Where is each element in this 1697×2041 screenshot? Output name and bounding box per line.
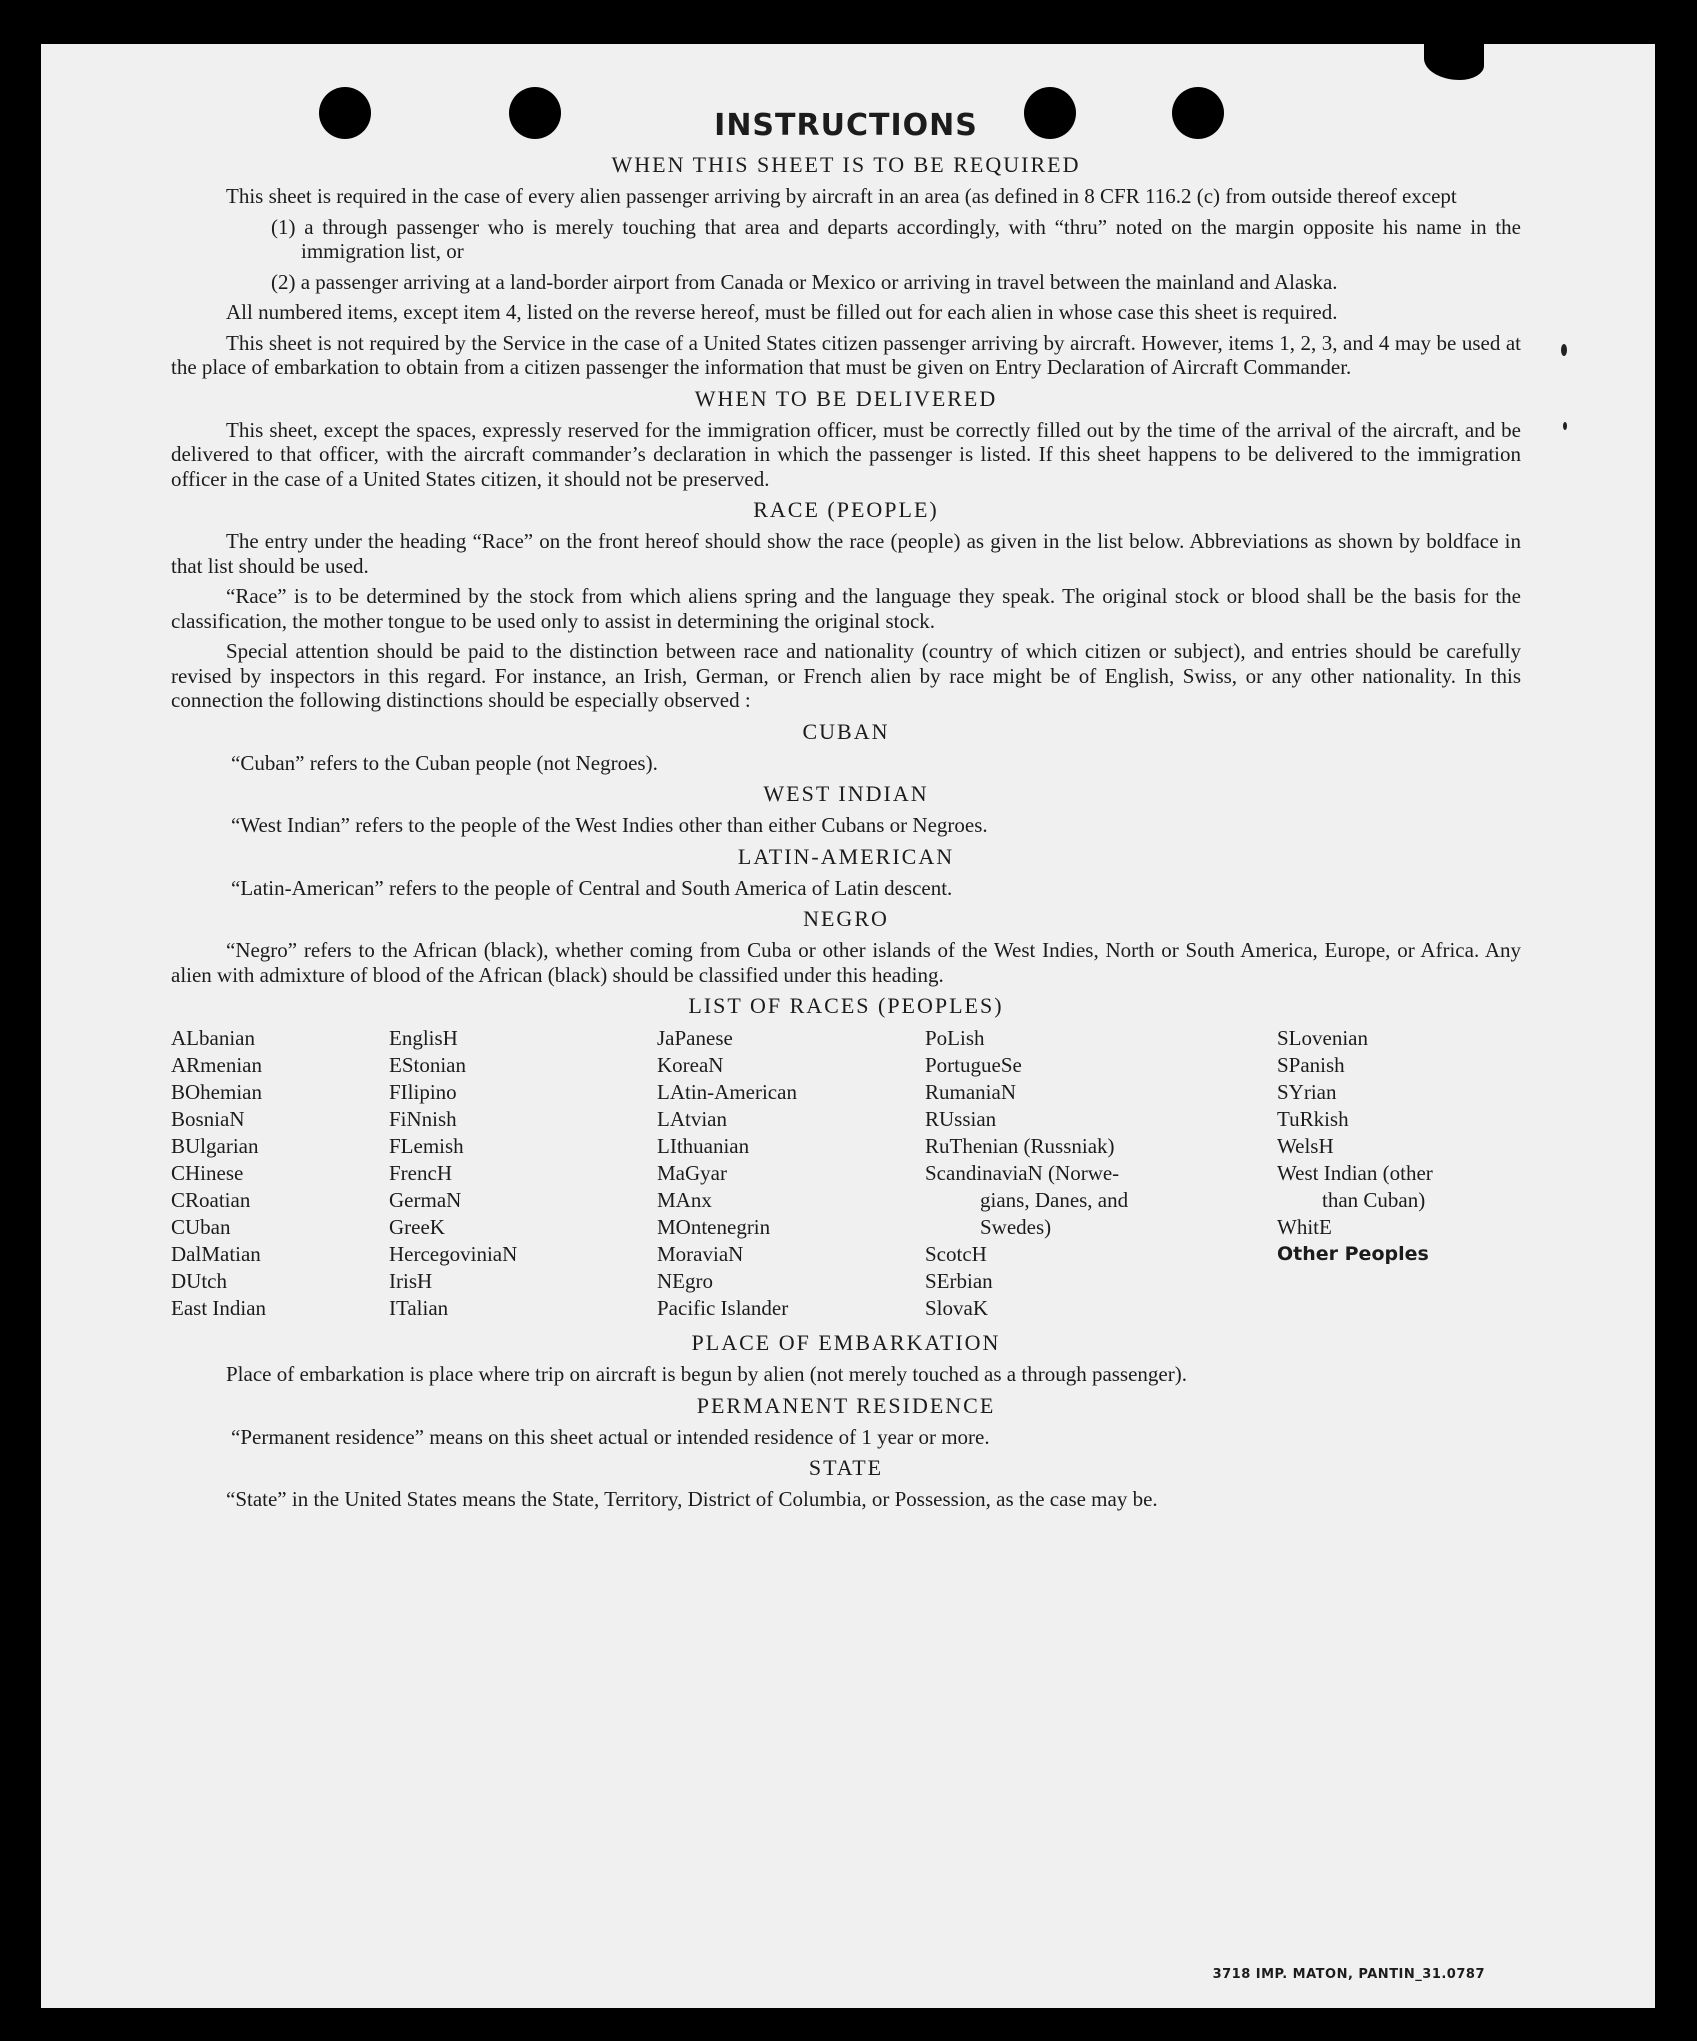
race-item: ScandinaviaN (Norwe- bbox=[925, 1161, 1120, 1185]
race-item: ALbanian bbox=[171, 1026, 255, 1050]
race-item: FIlipino bbox=[389, 1080, 457, 1104]
torn-corner bbox=[1424, 44, 1484, 80]
instructions-content bbox=[171, 106, 1521, 1518]
section-heading: PERMANENT RESIDENCE bbox=[696, 1392, 996, 1418]
race-item: SYrian bbox=[1277, 1080, 1337, 1104]
race-item: BOhemian bbox=[171, 1080, 262, 1104]
section-heading: LATIN-AMERICAN bbox=[737, 843, 955, 869]
race-column bbox=[925, 1025, 1277, 1322]
paragraph: Special attention should be paid to the distinction between race and nationality (country of which citizen or subject), and entries should be carefully revised by inspectors in this regard. For instance, an Irish, German, or French alien by race might be of English, Swiss, or any other nationality. In this connection the following distinctions should be especially observed : bbox=[171, 639, 1521, 712]
race-item: CHinese bbox=[171, 1161, 244, 1185]
race-item: TuRkish bbox=[1277, 1107, 1349, 1131]
race-item: EnglisH bbox=[389, 1026, 458, 1050]
race-item: GreeK bbox=[389, 1215, 445, 1239]
paragraph: “Latin-American” refers to the people of Central and South America of Latin descent. bbox=[231, 875, 953, 900]
race-item: HercegoviniaN bbox=[389, 1242, 518, 1266]
section-heading: PLACE OF EMBARKATION bbox=[691, 1330, 1001, 1355]
race-column bbox=[657, 1025, 925, 1322]
paragraph: “Permanent residence” means on this sheet actual or intended residence of 1 year or more. bbox=[231, 1424, 990, 1449]
race-item: LIthuanian bbox=[657, 1134, 750, 1158]
race-item: WelsH bbox=[1277, 1134, 1334, 1158]
race-item: IrisH bbox=[389, 1269, 433, 1293]
race-column bbox=[1277, 1025, 1521, 1322]
race-column bbox=[171, 1025, 389, 1322]
race-item: Swedes) bbox=[980, 1215, 1052, 1239]
race-item: gians, Danes, and bbox=[980, 1188, 1129, 1212]
race-item: FiNnish bbox=[389, 1107, 457, 1131]
race-item: Other Peoples bbox=[1277, 1243, 1429, 1265]
paragraph: “West Indian” refers to the people of the West Indies other than either Cubans or Negroes. bbox=[231, 813, 988, 837]
paragraph: “Cuban” refers to the Cuban people (not Negroes). bbox=[231, 750, 658, 775]
race-item: LAtvian bbox=[657, 1107, 727, 1131]
paragraph: All numbered items, except item 4, listed on the reverse hereof, must be filled out for each alien in whose case this sheet is required. bbox=[226, 300, 1338, 324]
race-item: FLemish bbox=[389, 1134, 464, 1158]
race-item: DalMatian bbox=[171, 1242, 261, 1266]
race-item: RumaniaN bbox=[925, 1080, 1016, 1104]
race-item: CRoatian bbox=[171, 1188, 251, 1212]
section-heading: LIST OF RACES (PEOPLES) bbox=[688, 993, 1004, 1018]
race-list bbox=[171, 1025, 1521, 1322]
race-item: SPanish bbox=[1277, 1053, 1345, 1077]
race-item: MAnx bbox=[657, 1188, 712, 1212]
section-heading: WHEN THIS SHEET IS TO BE REQUIRED bbox=[611, 152, 1081, 177]
race-item: ITalian bbox=[389, 1296, 449, 1320]
paragraph: “Negro” refers to the African (black), whether coming from Cuba or other islands of the West Indies, North or South America, Europe, or Africa. Any alien with admixture of blood of the African (black) should be classified under this heading. bbox=[171, 938, 1521, 987]
page-title: INSTRUCTIONS bbox=[714, 108, 978, 143]
race-item: PortugueSe bbox=[925, 1053, 1022, 1077]
section-heading: NEGRO bbox=[803, 906, 889, 931]
paragraph: This sheet, except the spaces, expressly reserved for the immigration officer, must be correctly filled out by the time of the arrival of the aircraft, and be delivered to that officer, with the aircraft commander’s declaration in which the passenger is listed. If this sheet happens to be delivered to the immigration officer in the case of a United States citizen, it should not be preserved. bbox=[171, 417, 1521, 491]
race-item: than Cuban) bbox=[1322, 1188, 1426, 1212]
paragraph: Place of embarkation is place where trip on aircraft is begun by alien (not merely touched as a through passenger). bbox=[226, 1362, 1187, 1386]
race-item: West Indian (other bbox=[1277, 1161, 1433, 1185]
race-item: MoraviaN bbox=[657, 1242, 744, 1266]
paragraph: “State” in the United States means the State, Territory, District of Columbia, or Possession, as the case may be. bbox=[226, 1487, 1158, 1511]
race-item: East Indian bbox=[171, 1296, 267, 1320]
paragraph: This sheet is not required by the Service in the case of a United States citizen passenger arriving by aircraft. However, items 1, 2, 3, and 4 may be used at the place of embarkation to obtain from a citizen passenger the information that must be given on Entry Declaration of Aircraft Commander. bbox=[171, 330, 1521, 379]
race-item: Pacific Islander bbox=[657, 1296, 789, 1320]
race-item: GermaN bbox=[389, 1188, 462, 1212]
race-item: SlovaK bbox=[925, 1296, 988, 1320]
race-item: MOntenegrin bbox=[657, 1215, 771, 1239]
race-item: LAtin-American bbox=[657, 1080, 797, 1104]
race-item: RUssian bbox=[925, 1107, 997, 1131]
paragraph: The entry under the heading “Race” on the front hereof should show the race (people) as given in the list below. Abbreviations as shown by boldface in that list should be used. bbox=[171, 529, 1521, 578]
race-item: EStonian bbox=[389, 1053, 466, 1077]
race-item: ScotcH bbox=[925, 1242, 987, 1266]
race-item: KoreaN bbox=[657, 1053, 724, 1077]
race-item: JaPanese bbox=[657, 1026, 733, 1050]
race-item: FrencH bbox=[389, 1161, 452, 1185]
section-heading: CUBAN bbox=[802, 718, 890, 744]
race-item: SLovenian bbox=[1277, 1026, 1368, 1050]
speck bbox=[1561, 344, 1567, 356]
section-heading: WEST INDIAN bbox=[763, 781, 929, 806]
section-heading: RACE (PEOPLE) bbox=[753, 497, 939, 522]
race-item: RuThenian (Russniak) bbox=[925, 1134, 1115, 1158]
race-item: BosniaN bbox=[171, 1107, 245, 1131]
race-item: SErbian bbox=[925, 1269, 993, 1293]
race-item: BUlgarian bbox=[171, 1134, 259, 1158]
speck bbox=[1563, 422, 1567, 430]
list-item: (2) a passenger arriving at a land-border airport from Canada or Mexico or arriving in travel between the mainland and Alaska. bbox=[271, 269, 1338, 294]
race-column bbox=[389, 1025, 657, 1322]
list-item: (1) a through passenger who is merely touching that area and departs accordingly, with “thru” noted on the margin opposite his name in the immigration list, or bbox=[271, 214, 1521, 263]
paragraph: “Race” is to be determined by the stock from which aliens spring and the language they speak. The original stock or blood shall be the basis for the classification, the mother tongue to be used only to assist in determining the original stock. bbox=[171, 584, 1521, 633]
paragraph: This sheet is required in the case of every alien passenger arriving by aircraft in an area (as defined in 8 CFR 116.2 (c) from outside thereof except bbox=[226, 184, 1457, 208]
race-item: MaGyar bbox=[657, 1161, 727, 1185]
document-page bbox=[41, 44, 1655, 2008]
race-item: WhitE bbox=[1277, 1215, 1332, 1239]
race-item: ARmenian bbox=[171, 1053, 262, 1077]
printer-imprint: 3718 IMP. MATON, PANTIN_31.0787 bbox=[1212, 1967, 1485, 1982]
section-heading: WHEN TO BE DELIVERED bbox=[694, 385, 998, 411]
race-item: NEgro bbox=[657, 1269, 713, 1293]
race-item: CUban bbox=[171, 1215, 231, 1239]
section-heading: STATE bbox=[808, 1455, 884, 1480]
race-item: DUtch bbox=[171, 1269, 227, 1293]
race-item: PoLish bbox=[925, 1026, 985, 1050]
